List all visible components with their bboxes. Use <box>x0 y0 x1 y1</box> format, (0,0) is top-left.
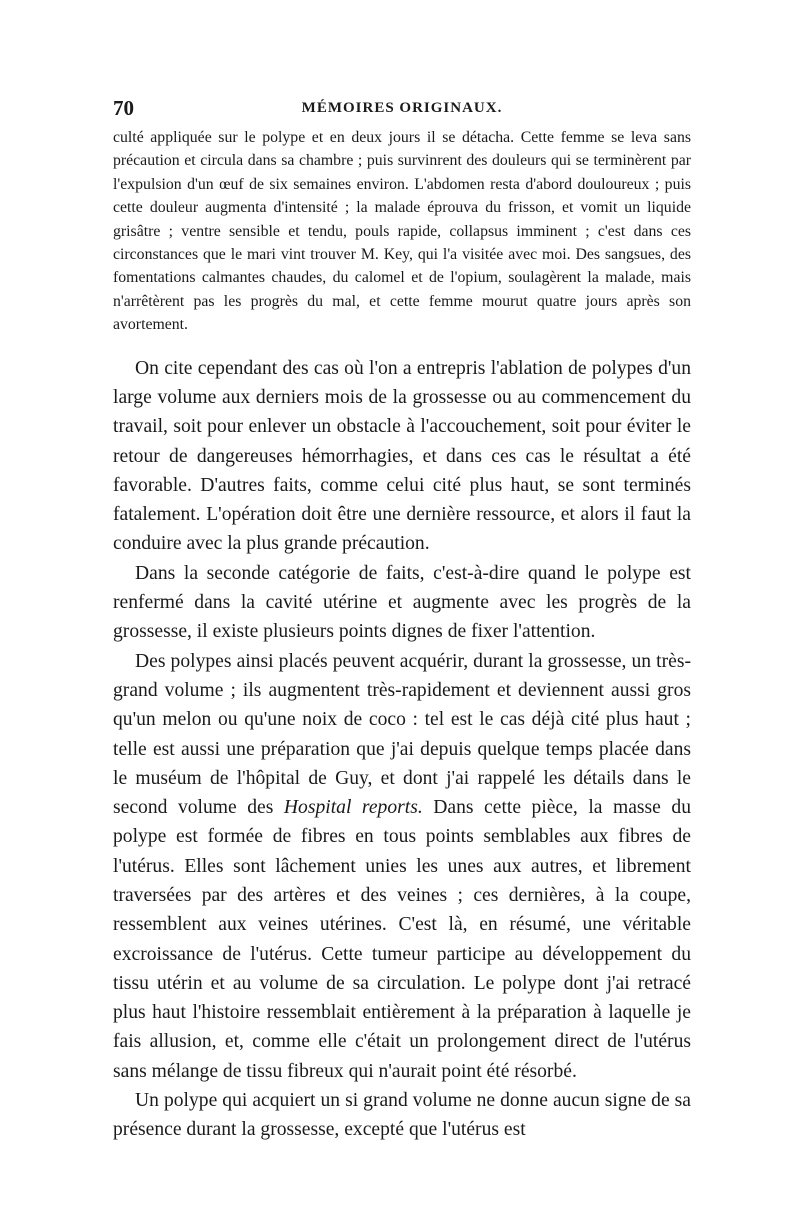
paragraph-text: Dans cette pièce, la masse du polype est formée de fibres en tous points semblables aux fibres de l'utérus. Elles sont lâchement unies les unes aux autres, et librement traversées par des artères et des veines ; ces dernières, à la coupe, ressemblent aux veines utérines. C'est là, en résumé, une véritable excroissance de l'utérus. Cette tumeur participe au développement du tissu utérin et au volume de sa circulation. Le polype dont j'ai retracé plus haut l'histoire ressemblait entièrement à la préparation à laquelle je fais allusion, et, comme elle c'était un prolongement direct de l'utérus sans mélange de tissu fibreux qui n'aurait point été résorbé. <box>113 797 691 1082</box>
paragraph-text: Des polypes ainsi placés peuvent acquérir, durant la grossesse, un très-grand volume ; ils augmentent très-rapidement et deviennent aussi gros qu'un melon ou qu'une noix de coco : tel est le cas déjà cité plus haut ; telle est aussi une préparation que j'ai depuis quelque temps placée dans le muséum de l'hôpital de Guy, et dont j'ai rappelé les détails dans le second volume des <box>113 650 691 819</box>
body-paragraph-hospital <box>113 647 691 1086</box>
italic-title: Hospital reports. <box>283 797 423 819</box>
paragraph-gap <box>113 337 691 354</box>
book-page <box>113 96 691 1145</box>
body-paragraph: On cite cependant des cas où l'on a entrepris l'ablation de polypes d'un large volume aux derniers mois de la grossesse ou au commencement du travail, soit pour enlever un obstacle à l'accouchement, soit pour éviter le retour de dangereuses hémorrhagies, et dans ces cas le résultat a été favorable. D'autres faits, comme celui cité plus haut, se sont terminés fatalement. L'opération doit être une dernière ressource, et alors il faut la conduire avec la plus grande précaution. <box>113 357 691 555</box>
small-print-paragraph: culté appliquée sur le polype et en deux jours il se détacha. Cette femme se leva sans précaution et circula dans sa chambre ; puis survinrent des douleurs qui se terminèrent par l'expulsion d'un œuf de six semaines environ. L'abdomen resta d'abord douloureux ; puis cette douleur augmenta d'intensité ; la malade éprouva du frisson, et vomit un liquide grisâtre ; ventre sensible et tendu, pouls rapide, collapsus imminent ; c'est dans ces circonstances que le mari vint trouver M. Key, qui l'a visitée avec moi. Des sangsues, des fomentations calmantes chaudes, du calomel et de l'opium, soulagèrent la malade, mais n'arrêtèrent pas les progrès du mal, et cette femme mourut quatre jours après son avortement. <box>113 129 691 334</box>
page-header <box>113 96 691 122</box>
body-paragraph: Un polype qui acquiert un si grand volume ne donne aucun signe de sa présence durant la grossesse, excepté que l'utérus est <box>113 1090 691 1141</box>
body-text <box>113 354 691 1145</box>
body-paragraph: Dans la seconde catégorie de faits, c'est-à-dire quand le polype est renfermé dans la cavité utérine et augmente avec les progrès de la grossesse, il existe plusieurs points dignes de fixer l'attention. <box>113 562 691 643</box>
page-number: 70 <box>113 96 134 120</box>
running-title: MÉMOIRES ORIGINAUX. <box>301 100 503 116</box>
